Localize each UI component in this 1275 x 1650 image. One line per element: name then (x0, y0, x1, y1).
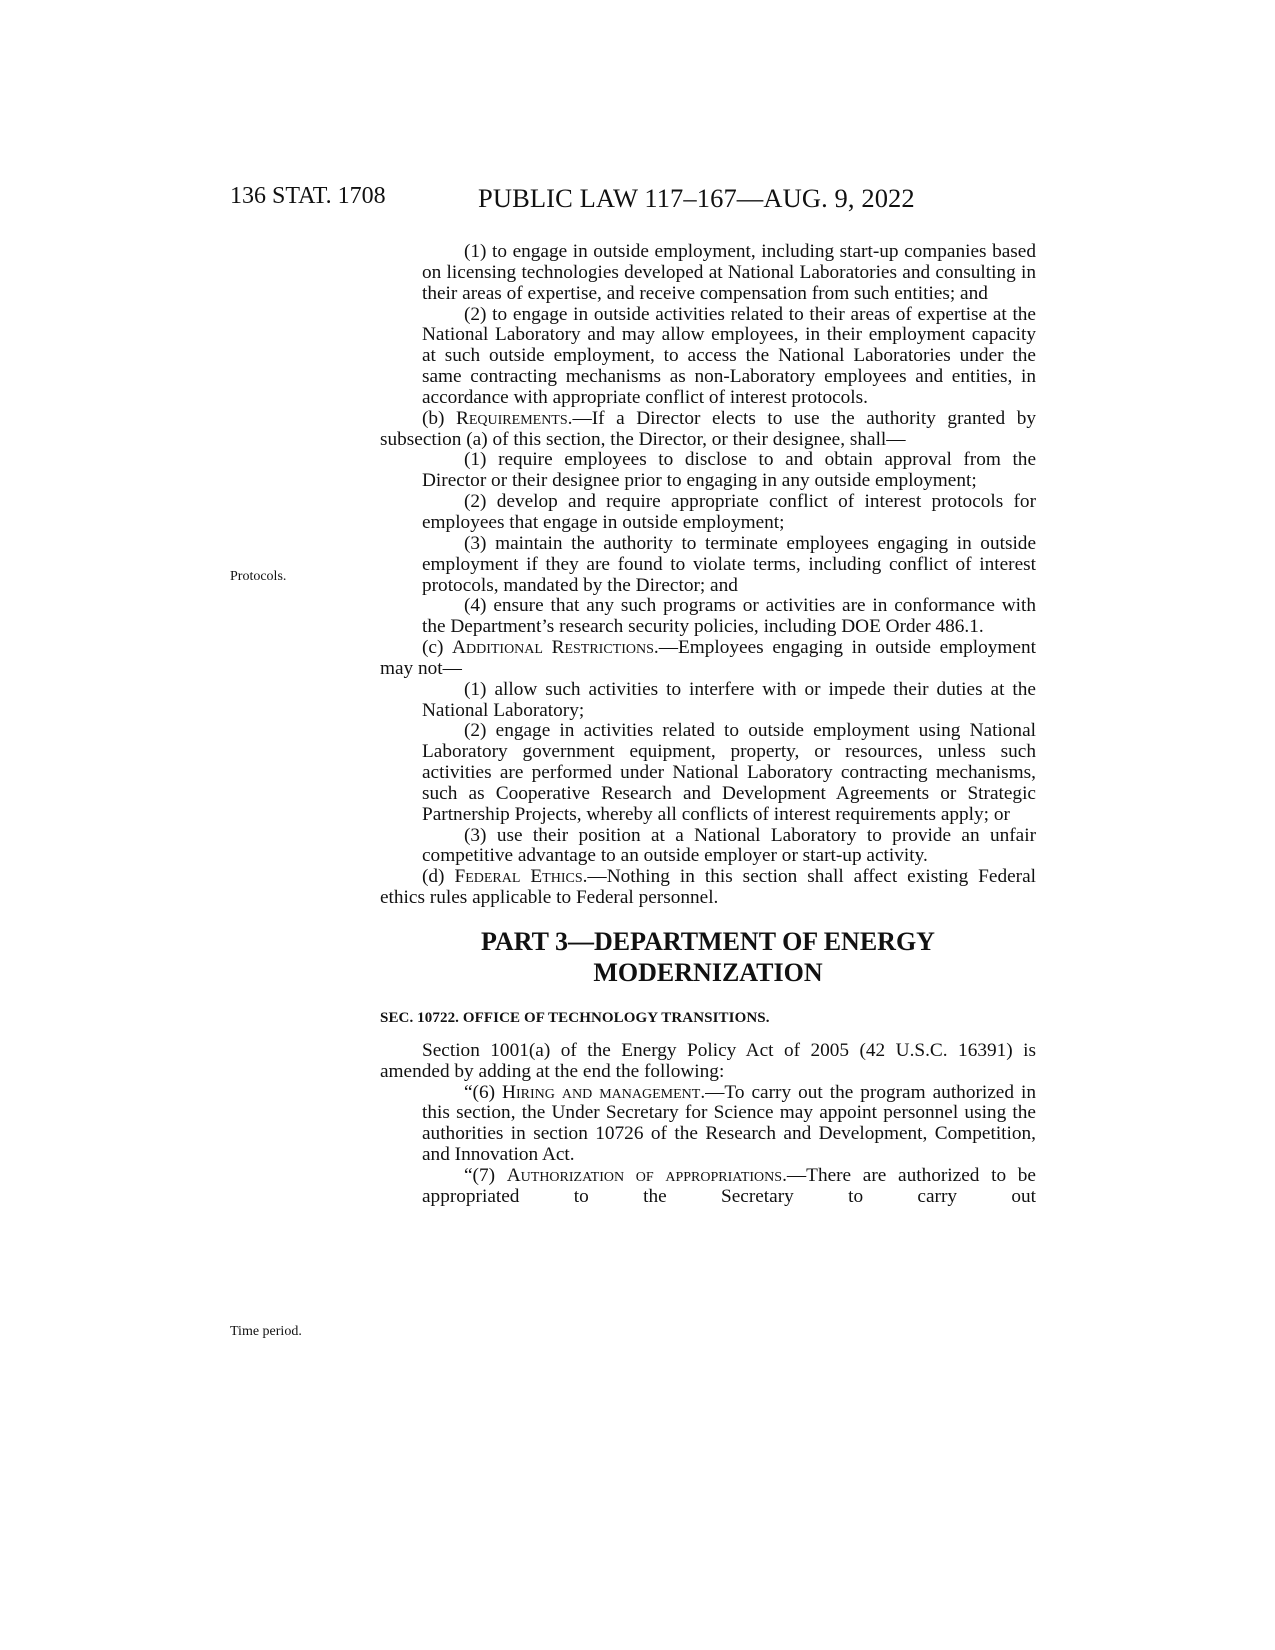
subsection-c-text: .—Employees engaging in outside employment may not— (380, 637, 1036, 679)
subsection-b-heading: Requirements (456, 407, 568, 429)
paragraph-b1: (1) require employees to disclose to and obtain approval from the Director or their designee prior to engaging in any outside employment; (422, 449, 1036, 492)
paragraph-c1: (1) allow such activities to interfere with or impede their duties at the National Laboratory; (422, 678, 1036, 721)
paragraph-6-label: “(6) (464, 1081, 503, 1103)
section-intro: Section 1001(a) of the Energy Policy Act of 2005 (42 U.S.C. 16391) is amended by adding at the end the following: (380, 1039, 1036, 1082)
subsection-c (380, 638, 1036, 680)
subsection-d-label: (d) (422, 866, 455, 888)
paragraph-b2: (2) develop and require appropriate conflict of interest protocols for employees that engage in outside employment; (422, 491, 1036, 533)
paragraph-b4: (4) ensure that any such programs or activities are in conformance with the Department’s research security policies, including DOE Order 486.1. (422, 595, 1036, 638)
subsection-b (380, 409, 1036, 451)
paragraph-b3: (3) maintain the authority to terminate employees engaging in outside employment if they are found to violate terms, including conflict of interest protocols, mandated by the Director; and (422, 532, 1036, 596)
part-heading-line1: PART 3—DEPARTMENT OF ENERGY (481, 927, 935, 956)
paragraph-a1: (1) to engage in outside employment, including start-up companies based on licensing technologies developed at National Laboratories and consulting in their areas of expertise, and receive compensation from such entities; and (422, 241, 1036, 304)
margin-note-time-period: Time period. (230, 1324, 302, 1339)
paragraph-7 (380, 1166, 1036, 1208)
part-heading-line2: MODERNIZATION (593, 958, 823, 987)
subsection-b-label: (b) (422, 407, 457, 429)
paragraph-6-text: .—To carry out the program authorized in this section, the Under Secretary for Science may appoint personnel using the authorities in section 10726 of the Research and Development, Competition, and Innovation Act. (422, 1081, 1036, 1166)
subsection-d-text: .—Nothing in this section shall affect existing Federal ethics rules applicable to Federal personnel. (380, 866, 1037, 909)
paragraph-7-label: “(7) (464, 1164, 507, 1186)
paragraph-6-heading: Hiring and management (502, 1081, 701, 1103)
document-body (380, 242, 1036, 1208)
paragraph-a2: (2) to engage in outside activities related to their areas of expertise at the National Laboratory and may allow employees, in their employment capacity at such outside employment, to access the National Laboratories under the same contracting mechanisms as non-Laboratory employees and entities, in accordance with appropriate conflict of interest protocols. (422, 303, 1036, 408)
paragraph-c3: (3) use their position at a National Laboratory to provide an unfair competitive advantage to an outside employer or start-up activity. (422, 824, 1036, 867)
subsection-c-heading: Additional Restrictions (452, 637, 654, 659)
paragraph-7-heading: Authorization of appropriations (506, 1164, 783, 1186)
subsection-d-heading: Federal Ethics (454, 866, 583, 888)
subsection-c-label: (c) (422, 637, 453, 659)
part-heading (380, 926, 1036, 988)
subsection-d (380, 867, 1036, 909)
margin-note-protocols: Protocols. (230, 569, 287, 584)
subsection-b-text: .—If a Director elects to use the authority granted by subsection (a) of this section, the Director, or their designee, shall— (380, 407, 1036, 450)
paragraph-c2: (2) engage in activities related to outside employment using National Laboratory government equipment, property, or resources, unless such activities are performed under National Laboratory contracting mechanisms, such as Cooperative Research and Development Agreements or Strategic Partnership Projects, whereby all conflicts of interest requirements apply; or (422, 720, 1036, 825)
paragraph-7-text: .—There are authorized to be appropriated to the Secretary to carry out (422, 1164, 1036, 1207)
header-stat-reference: 136 STAT. 1708 (230, 183, 386, 209)
header-public-law: PUBLIC LAW 117–167—AUG. 9, 2022 (478, 183, 915, 213)
section-heading: SEC. 10722. OFFICE OF TECHNOLOGY TRANSITIONS. (380, 1010, 770, 1026)
paragraph-6 (380, 1083, 1036, 1166)
